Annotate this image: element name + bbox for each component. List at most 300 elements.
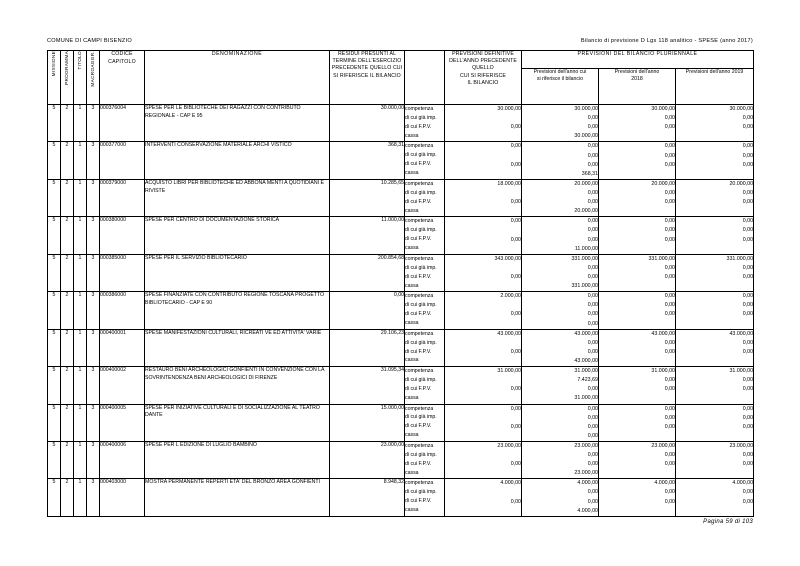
- money-value: 0,00: [587, 405, 598, 412]
- voce-label: di cui F.P.V.: [405, 498, 432, 505]
- voce-label: di cui F.P.V.: [405, 460, 432, 467]
- money-value: 368,31: [581, 170, 598, 177]
- voce-label: cassa: [405, 507, 419, 514]
- cell-missione: 5: [48, 254, 61, 291]
- money-value: 0,00: [742, 377, 754, 384]
- money-value: 11.000,00: [574, 245, 598, 252]
- money-value: 331.000,00: [571, 283, 598, 290]
- money-value: 0,00: [742, 264, 754, 271]
- money-value: 0,00: [742, 311, 754, 318]
- voce-label: di cui già imp.: [405, 264, 437, 271]
- cell-denominazione: SPESE FINANZIATE CON CONTRIBUTO REGIONE TOSCANA PROGETTO BIBLIOTECARIO - CAP E 90: [145, 292, 330, 329]
- money-value: 0,00: [587, 143, 598, 150]
- cell-codice-capitolo: 000400002: [100, 367, 145, 404]
- money-value: 0,00: [587, 227, 598, 234]
- money-value: 0,00: [664, 452, 675, 459]
- cell-previsioni-definitive: [445, 441, 522, 478]
- cell-voci-labels: [405, 404, 445, 441]
- money-value: [676, 132, 753, 141]
- cell-voci-labels: [405, 441, 445, 478]
- cell-missione: 5: [48, 217, 61, 254]
- money-value: 0,00: [664, 489, 675, 496]
- cell-codice-capitolo: 000400006: [100, 441, 145, 478]
- voce-label: di cui F.P.V.: [405, 236, 432, 243]
- money-value: 0,00: [510, 348, 521, 355]
- cell-codice-capitolo: 000400005: [100, 404, 145, 441]
- money-value: 20.000,00: [729, 180, 754, 187]
- money-value: 0,00: [587, 236, 598, 243]
- money-value: 0,00: [742, 218, 754, 225]
- money-value: [445, 320, 521, 329]
- money-value: 20.000,00: [651, 180, 675, 187]
- cell-codice-capitolo: 000386000: [100, 292, 145, 329]
- cell-titolo: 1: [74, 479, 87, 516]
- money-value: 0,00: [587, 348, 598, 355]
- money-value: 43.000,00: [651, 330, 675, 337]
- money-value: 0,00: [664, 189, 675, 196]
- cell-missione: 5: [48, 179, 61, 216]
- money-value: 0,00: [664, 199, 675, 206]
- money-value: [599, 132, 675, 141]
- cell-voci-labels: [405, 217, 445, 254]
- money-value: 0,00: [664, 124, 675, 131]
- cell-previsioni-anno-corrente: [522, 329, 599, 366]
- money-value: 31.000,00: [651, 368, 675, 375]
- cell-titolo: 1: [74, 441, 87, 478]
- money-value: 0,00: [664, 348, 675, 355]
- cell-previsioni-2019: [676, 441, 754, 478]
- money-value: [445, 394, 521, 403]
- table-body: [48, 105, 754, 517]
- cell-programma: 2: [61, 142, 74, 179]
- cell-previsioni-2019: [676, 254, 754, 291]
- money-value: [599, 207, 675, 216]
- money-value: 18.000,00: [497, 180, 521, 187]
- money-value: 4.000,00: [654, 480, 675, 487]
- page-number: Pagina 59 di 103: [703, 519, 753, 525]
- col-header-previsioni-2019: Previsioni dell'anno 2019: [676, 69, 754, 105]
- money-value: 0,00: [742, 461, 754, 468]
- money-value: 0,00: [664, 423, 675, 430]
- cell-denominazione: SPESE PER INIZIATIVE CULTURALI E DI SOCIALIZZAZIONE AL TEATRO DANTE: [145, 404, 330, 441]
- cell-macroaggregato: 3: [87, 179, 100, 216]
- money-value: [445, 207, 521, 216]
- money-value: 0,00: [742, 152, 754, 159]
- money-value: 30.000,00: [651, 106, 675, 112]
- cell-previsioni-definitive: [445, 404, 522, 441]
- money-value: 0,00: [587, 189, 598, 196]
- cell-voci-labels: [405, 292, 445, 329]
- money-value: 0,00: [742, 339, 754, 346]
- money-value: 0,00: [587, 461, 598, 468]
- money-value: 0,00: [587, 302, 598, 309]
- money-value: 0,00: [664, 377, 675, 384]
- money-value: 0,00: [510, 218, 521, 225]
- voce-label: di cui F.P.V.: [405, 161, 432, 168]
- money-value: [599, 245, 675, 254]
- cell-previsioni-2018: [599, 329, 676, 366]
- money-value: [445, 357, 521, 366]
- money-value: 30.000,00: [574, 106, 598, 112]
- cell-previsioni-2018: [599, 479, 676, 516]
- voce-label: cassa: [405, 207, 419, 214]
- cell-macroaggregato: 3: [87, 105, 100, 142]
- voce-label: competenza: [405, 293, 434, 300]
- cell-codice-capitolo: 000377000: [100, 142, 145, 179]
- money-value: [599, 432, 675, 441]
- cell-previsioni-2019: [676, 142, 754, 179]
- money-value: 0,00: [587, 161, 598, 168]
- voce-label: di cui F.P.V.: [405, 385, 432, 392]
- money-value: [445, 432, 521, 441]
- money-value: 0,00: [587, 423, 598, 430]
- voce-label: di cui già imp.: [405, 414, 437, 421]
- money-value: 23.000,00: [497, 442, 521, 449]
- money-value: [676, 320, 753, 329]
- voce-label: di cui già imp.: [405, 152, 437, 159]
- money-value: 23.000,00: [574, 442, 598, 449]
- money-value: 0,00: [664, 227, 675, 234]
- money-value: 7.423,69: [577, 377, 598, 384]
- money-value: [676, 432, 753, 441]
- money-value: 43.000,00: [574, 357, 598, 364]
- money-value: 0,00: [587, 452, 598, 459]
- voce-label: cassa: [405, 170, 419, 177]
- money-value: 4.000,00: [732, 480, 754, 487]
- cell-residui-presunti: 31.095,34: [330, 367, 405, 404]
- col-header-previsioni-anno-corrente: Previsioni dell'anno cui si riferisce il bilancio: [522, 69, 599, 105]
- money-value: 0,00: [510, 143, 521, 150]
- cell-denominazione: SPESE MANIFESTAZIONI CULTURALI, RICREATI VE ED ATTIVITA' VARIE: [145, 329, 330, 366]
- money-value: 0,00: [587, 489, 598, 496]
- money-value: 0,00: [510, 124, 521, 131]
- voce-label: di cui già imp.: [405, 114, 437, 121]
- money-value: [445, 132, 521, 141]
- col-header-macroaggregato: MACROAGGR.: [87, 51, 100, 105]
- table-row: [48, 404, 754, 441]
- money-value: [599, 282, 675, 291]
- cell-residui-presunti: 11.000,00: [330, 217, 405, 254]
- voce-label: cassa: [405, 469, 419, 476]
- cell-programma: 2: [61, 479, 74, 516]
- col-header-missione: MISSIONE: [48, 51, 61, 105]
- cell-voci-labels: [405, 254, 445, 291]
- money-value: [445, 245, 521, 254]
- money-value: 0,00: [664, 161, 675, 168]
- col-header-residui-presunti: RESIDUI PRESUNTI AL TERMINE DELL'ESERCIZIO PRECEDENTE QUELLO CUI SI RIFERISCE IL BILANCIO: [330, 51, 405, 105]
- cell-previsioni-2018: [599, 292, 676, 329]
- money-value: 23.000,00: [729, 442, 754, 449]
- voce-label: di cui già imp.: [405, 451, 437, 458]
- cell-missione: 5: [48, 404, 61, 441]
- cell-denominazione: ACQUISTO LIBRI PER BIBLIOTECHE ED ABBONA MENTI A QUOTIDIANI E RIVISTE: [145, 179, 330, 216]
- money-value: 0,00: [742, 124, 754, 131]
- money-value: 20.000,00: [574, 208, 598, 215]
- voce-label: competenza: [405, 405, 434, 412]
- table-row: [48, 441, 754, 478]
- cell-macroaggregato: 3: [87, 292, 100, 329]
- cell-macroaggregato: 3: [87, 367, 100, 404]
- cell-previsioni-anno-corrente: [522, 479, 599, 516]
- money-value: 0,00: [587, 152, 598, 159]
- money-value: 343.000,00: [494, 255, 521, 262]
- cell-previsioni-definitive: [445, 105, 522, 142]
- money-value: [445, 339, 521, 348]
- voce-label: cassa: [405, 320, 419, 326]
- cell-missione: 5: [48, 479, 61, 516]
- voce-label: competenza: [405, 442, 434, 449]
- cell-previsioni-definitive: [445, 179, 522, 216]
- money-value: 0,00: [742, 414, 754, 421]
- money-value: [599, 394, 675, 403]
- money-value: 331.000,00: [648, 255, 675, 262]
- cell-titolo: 1: [74, 217, 87, 254]
- money-value: 0,00: [510, 498, 521, 505]
- money-value: 0,00: [664, 143, 675, 150]
- money-value: 31.000,00: [729, 368, 754, 375]
- cell-macroaggregato: 3: [87, 217, 100, 254]
- cell-missione: 5: [48, 105, 61, 142]
- money-value: 0,00: [587, 199, 598, 206]
- table-row: [48, 105, 754, 142]
- table-row: [48, 367, 754, 404]
- cell-previsioni-2019: [676, 404, 754, 441]
- cell-previsioni-anno-corrente: [522, 105, 599, 142]
- money-value: [445, 170, 521, 179]
- cell-programma: 2: [61, 105, 74, 142]
- money-value: 0,00: [742, 498, 754, 505]
- cell-programma: 2: [61, 329, 74, 366]
- money-value: [676, 507, 753, 516]
- cell-denominazione: RESTAURO BENI ARCHEOLOGICI GONFIENTI IN CONVENZIONE CON LA SOVRINTENDENZA BENI ARCHEOLOGICI DI FIRENZE: [145, 367, 330, 404]
- voce-label: di cui già imp.: [405, 189, 437, 196]
- cell-previsioni-2018: [599, 105, 676, 142]
- money-value: [445, 226, 521, 235]
- cell-titolo: 1: [74, 254, 87, 291]
- cell-previsioni-definitive: [445, 254, 522, 291]
- cell-residui-presunti: 0,00: [330, 292, 405, 329]
- money-value: 30.000,00: [497, 106, 521, 112]
- money-value: [445, 507, 521, 516]
- money-value: 31.000,00: [574, 395, 598, 402]
- money-value: 0,00: [587, 498, 598, 505]
- cell-previsioni-2018: [599, 441, 676, 478]
- money-value: [445, 301, 521, 310]
- col-header-bilancio-pluriennale: PREVISIONI DEL BILANCIO PLURIENNALE: [522, 51, 754, 69]
- cell-missione: 5: [48, 441, 61, 478]
- cell-denominazione: INTERVENTI CONSERVAZIONE MATERIALE ARCHI VISTICO: [145, 142, 330, 179]
- cell-denominazione: SPESE PER LE BIBLIOTECHE DEI RAGAZZI CON CONTRIBUTO REGIONALE - CAP E 95: [145, 105, 330, 142]
- table-row: [48, 479, 754, 516]
- voce-label: di cui F.P.V.: [405, 423, 432, 430]
- money-value: [445, 414, 521, 423]
- money-value: 4.000,00: [500, 480, 521, 487]
- cell-missione: 5: [48, 292, 61, 329]
- money-value: 31.000,00: [574, 368, 598, 375]
- col-header-codice-capitolo: CODICE CAPITOLO: [100, 51, 145, 105]
- voce-label: di cui F.P.V.: [405, 311, 432, 318]
- table-head: [48, 51, 754, 105]
- voce-label: di cui F.P.V.: [405, 273, 432, 280]
- cell-residui-presunti: 10.285,65: [330, 179, 405, 216]
- voce-label: cassa: [405, 394, 419, 401]
- cell-previsioni-definitive: [445, 217, 522, 254]
- cell-codice-capitolo: 000376004: [100, 105, 145, 142]
- cell-residui-presunti: 368,31: [330, 142, 405, 179]
- money-value: 0,00: [664, 264, 675, 271]
- cell-programma: 2: [61, 179, 74, 216]
- cell-previsioni-anno-corrente: [522, 179, 599, 216]
- cell-previsioni-2018: [599, 367, 676, 404]
- table-row: [48, 254, 754, 291]
- money-value: 43.000,00: [729, 330, 754, 337]
- cell-voci-labels: [405, 142, 445, 179]
- cell-residui-presunti: 8.948,32: [330, 479, 405, 516]
- money-value: 43.000,00: [574, 330, 598, 337]
- col-header-programma: PROGRAMMA: [61, 51, 74, 105]
- voce-label: cassa: [405, 245, 419, 252]
- document-header: [47, 38, 753, 44]
- cell-denominazione: SPESE PER L EDIZIONE DI LUGLIO BAMBINO: [145, 441, 330, 478]
- cell-codice-capitolo: 000403000: [100, 479, 145, 516]
- money-value: 23.000,00: [574, 470, 598, 477]
- money-value: 0,00: [587, 414, 598, 421]
- money-value: 0,00: [587, 115, 598, 122]
- money-value: 0,00: [664, 293, 675, 300]
- money-value: 0,00: [742, 348, 754, 355]
- money-value: 0,00: [742, 405, 754, 412]
- money-value: [445, 189, 521, 198]
- money-value: [599, 357, 675, 366]
- money-value: [676, 469, 753, 478]
- cell-missione: 5: [48, 329, 61, 366]
- cell-residui-presunti: 15.000,00: [330, 404, 405, 441]
- money-value: 0,00: [587, 432, 598, 439]
- money-value: 0,00: [510, 386, 521, 393]
- voce-label: competenza: [405, 180, 434, 187]
- money-value: 0,00: [587, 386, 598, 393]
- money-value: [676, 357, 753, 366]
- cell-macroaggregato: 3: [87, 329, 100, 366]
- money-value: 0,00: [587, 124, 598, 131]
- money-value: 0,00: [742, 273, 754, 280]
- money-value: 0,00: [664, 302, 675, 309]
- voce-label: cassa: [405, 357, 419, 364]
- cell-previsioni-2019: [676, 367, 754, 404]
- cell-previsioni-anno-corrente: [522, 367, 599, 404]
- money-value: [676, 245, 753, 254]
- money-value: 0,00: [510, 423, 521, 430]
- cell-programma: 2: [61, 292, 74, 329]
- cell-programma: 2: [61, 367, 74, 404]
- entity-name: COMUNE DI CAMPI BISENZIO: [47, 38, 132, 44]
- money-value: [599, 469, 675, 478]
- money-value: 0,00: [742, 161, 754, 168]
- cell-previsioni-definitive: [445, 142, 522, 179]
- cell-codice-capitolo: 000400001: [100, 329, 145, 366]
- budget-table: [47, 50, 754, 517]
- voce-label: di cui già imp.: [405, 377, 437, 383]
- money-value: 0,00: [742, 189, 754, 196]
- money-value: [599, 170, 675, 179]
- money-value: [445, 114, 521, 123]
- money-value: [445, 488, 521, 497]
- voce-label: di cui già imp.: [405, 339, 437, 346]
- col-header-previsioni-definitive: PREVISIONI DEFINITIVE DELL'ANNO PRECEDENTE QUELLO CUI SI RIFERISCE IL BILANCIO: [445, 51, 522, 105]
- cell-previsioni-2018: [599, 142, 676, 179]
- cell-residui-presunti: 30.000,00: [330, 105, 405, 142]
- cell-voci-labels: [405, 179, 445, 216]
- cell-codice-capitolo: 000380000: [100, 217, 145, 254]
- money-value: 0,00: [742, 386, 754, 393]
- voce-label: competenza: [405, 106, 434, 112]
- money-value: 0,00: [510, 405, 521, 412]
- cell-denominazione: SPESE PER CENTRO DI DOCUMENTAZIONE STORICA: [145, 217, 330, 254]
- money-value: [676, 282, 753, 291]
- cell-denominazione: SPESE PER IL SERVIZIO BIBLIOTECARIO: [145, 254, 330, 291]
- cell-titolo: 1: [74, 179, 87, 216]
- money-value: 0,00: [664, 414, 675, 421]
- money-value: [599, 507, 675, 516]
- cell-previsioni-definitive: [445, 329, 522, 366]
- cell-previsioni-anno-corrente: [522, 254, 599, 291]
- money-value: 20.000,00: [574, 180, 598, 187]
- cell-residui-presunti: 29.106,23: [330, 329, 405, 366]
- cell-titolo: 1: [74, 404, 87, 441]
- money-value: 0,00: [510, 161, 521, 168]
- money-value: 30.000,00: [729, 106, 754, 112]
- money-value: 4.000,00: [577, 480, 598, 487]
- cell-titolo: 1: [74, 292, 87, 329]
- money-value: 0,00: [510, 273, 521, 280]
- cell-previsioni-definitive: [445, 367, 522, 404]
- money-value: [445, 152, 521, 161]
- cell-missione: 5: [48, 142, 61, 179]
- money-value: 0,00: [742, 199, 754, 206]
- cell-voci-labels: [405, 479, 445, 516]
- money-value: 0,00: [664, 115, 675, 122]
- cell-voci-labels: [405, 367, 445, 404]
- money-value: [445, 469, 521, 478]
- cell-previsioni-anno-corrente: [522, 292, 599, 329]
- cell-macroaggregato: 3: [87, 142, 100, 179]
- money-value: 0,00: [587, 293, 598, 300]
- money-value: 331.000,00: [571, 255, 598, 262]
- cell-titolo: 1: [74, 329, 87, 366]
- money-value: 0,00: [664, 461, 675, 468]
- cell-previsioni-anno-corrente: [522, 142, 599, 179]
- cell-residui-presunti: 23.000,00: [330, 441, 405, 478]
- money-value: 30.000,00: [574, 133, 598, 140]
- voce-label: competenza: [405, 368, 434, 375]
- money-value: 0,00: [742, 302, 754, 309]
- voce-label: di cui già imp.: [405, 302, 437, 309]
- cell-programma: 2: [61, 404, 74, 441]
- col-header-denominazione: DENOMINAZIONE: [145, 51, 330, 105]
- voce-label: di cui F.P.V.: [405, 198, 432, 205]
- voce-label: competenza: [405, 218, 434, 225]
- money-value: [445, 451, 521, 460]
- cell-previsioni-definitive: [445, 479, 522, 516]
- money-value: 0,00: [664, 386, 675, 393]
- voce-label: di cui F.P.V.: [405, 348, 432, 355]
- money-value: 0,00: [742, 227, 754, 234]
- cell-missione: 5: [48, 367, 61, 404]
- money-value: 0,00: [664, 498, 675, 505]
- col-header-titolo: TITOLO: [74, 51, 87, 105]
- money-value: 0,00: [587, 339, 598, 346]
- cell-previsioni-2019: [676, 105, 754, 142]
